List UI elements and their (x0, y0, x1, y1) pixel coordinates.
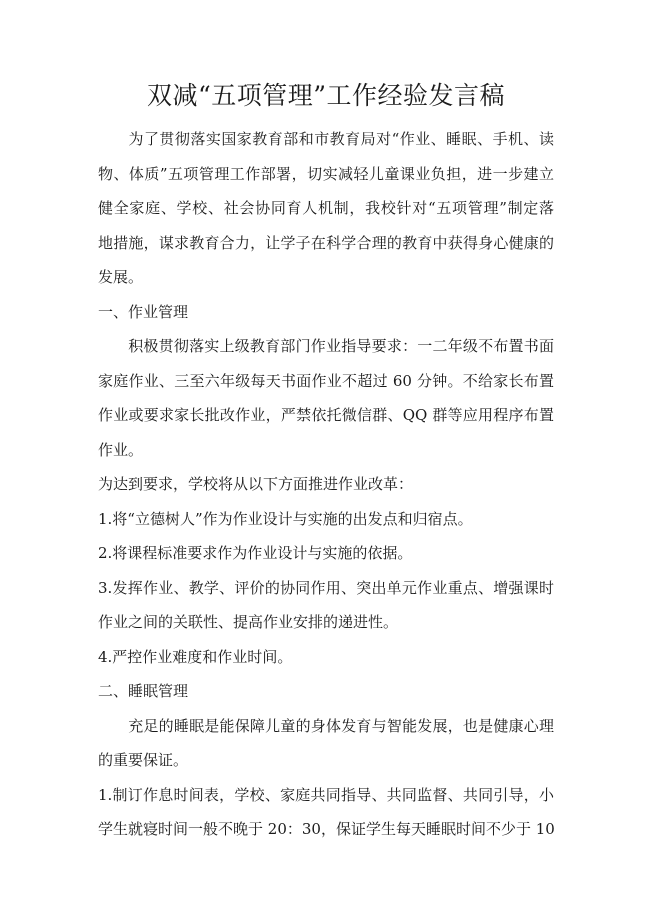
text-line: 充足的睡眠是能保障儿童的身体发育与智能发展，也是健康心理 (128, 716, 554, 735)
text-line: 发展。 (98, 268, 144, 286)
text-line: 作业。 (98, 440, 144, 459)
text-line: 家庭作业、三至六年级每天书面作业不超过 60 分钟。不给家长布置 (98, 371, 554, 390)
homework-item-2: 2.将课程标准要求作为作业设计与实施的依据。 (98, 544, 413, 562)
text-line: 作业之间的关联性、提高作业安排的递进性。 (98, 613, 399, 631)
homework-paragraph (98, 329, 554, 467)
text-line: 地措施，谋求教育合力，让学子在科学合理的教育中获得身心健康的 (98, 233, 554, 252)
homework-item-1: 1.将“立德树人”作为作业设计与实施的出发点和归宿点。 (98, 509, 473, 528)
section-heading-sleep: 二、睡眠管理 (98, 682, 189, 700)
section-heading-homework: 一、作业管理 (98, 302, 189, 321)
text-line: 的重要保证。 (98, 751, 189, 769)
text-line: 健全家庭、学校、社会协同育人机制，我校针对“五项管理”制定落 (98, 199, 554, 217)
homework-item-4: 4.严控作业难度和作业时间。 (98, 647, 293, 666)
sleep-paragraph (98, 709, 554, 778)
text-line: 物、体质”五项管理工作部署，切实减轻儿童课业负担，进一步建立 (98, 164, 554, 183)
homework-lead: 为达到要求，学校将从以下方面推进作业改革： (98, 475, 414, 493)
text-line: 1.制订作息时间表，学校、家庭共同指导、共同监督、共同引导，小 (98, 785, 554, 804)
text-line: 作业或要求家长批改作业，严禁依托微信群、QQ 群等应用程序布置 (98, 406, 554, 424)
text-line: 为了贯彻落实国家教育部和市教育局对“作业、睡眠、手机、读 (128, 130, 554, 148)
intro-paragraph (98, 122, 554, 295)
document-page (98, 78, 554, 847)
document-title: 双减“五项管理”工作经验发言稿 (146, 81, 506, 110)
sleep-item-1 (98, 778, 554, 847)
text-line: 积极贯彻落实上级教育部门作业指导要求：一二年级不布置书面 (128, 337, 554, 355)
text-line: 3.发挥作业、教学、评价的协同作用、突出单元作业重点、增强课时 (98, 578, 554, 597)
homework-item-3 (98, 571, 554, 640)
text-line: 学生就寝时间一般不晚于 20：30，保证学生每天睡眠时间不少于 10 (98, 820, 555, 838)
